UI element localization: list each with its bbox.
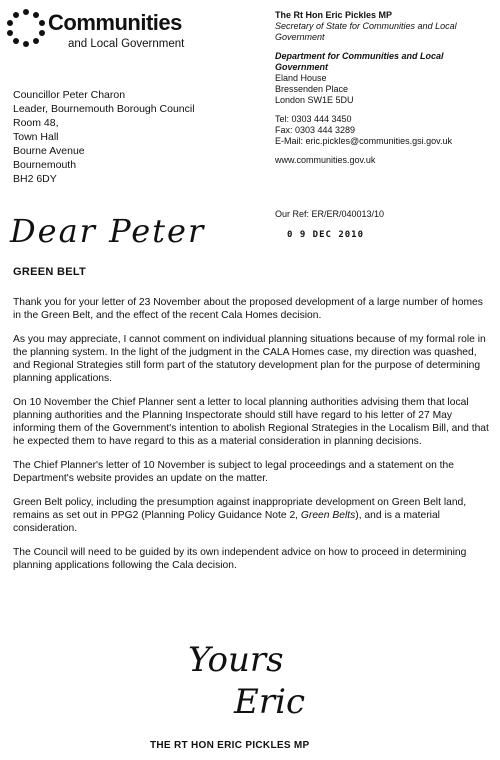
dept-website: www.communities.gov.uk	[275, 155, 376, 165]
dept-address-2: Bressenden Place	[275, 84, 349, 94]
date-stamp: 0 9 DEC 2010	[287, 230, 365, 240]
dept-address-1: Eland House	[275, 73, 327, 83]
dept-fax: Fax: 0303 444 3289	[275, 125, 356, 135]
sender-title-2: Government	[275, 32, 325, 42]
paragraph: The Council will need to be guided by its own independent advice on how to proceed in determining planning applications following the Cala decision.	[13, 547, 467, 571]
paragraph: On 10 November the Chief Planner sent a letter to local planning authorities advising them that local planning authorities and the Planning Inspectorate should still have regard to his letter of 27 May informing them of the Government's intention to abolish Regional Strategies in the Localism Bill, and that he expected them to have regard to this as a material consideration in planning decisions.	[13, 397, 489, 447]
department-logo	[6, 8, 196, 56]
recipient-line: Bournemouth	[13, 159, 77, 171]
letter-body	[13, 296, 491, 583]
paragraph: Thank you for your letter of 23 November about the proposed development of a large number of homes in the Green Belt, and the effect of the recent Cala Homes decision.	[13, 297, 483, 321]
dept-email: E-Mail: eric.pickles@communities.gsi.gov.uk	[275, 136, 453, 146]
signatory-name: THE RT HON ERIC PICKLES MP	[150, 740, 310, 751]
recipient-address	[13, 88, 195, 186]
recipient-line: Leader, Bournemouth Borough Council	[13, 103, 195, 115]
dept-tel: Tel: 0303 444 3450	[275, 114, 352, 124]
paragraph: The Chief Planner's letter of 10 November is subject to legal proceedings and a statement on the Department's website provides an update on the matter.	[13, 460, 454, 484]
recipient-line: Town Hall	[13, 131, 59, 143]
paragraph: Green Belt policy, including the presumption against inappropriate development on Green Belt land, remains as set out in PPG2 (Planning Policy Guidance Note 2, Green Belts), and is a material consideration.	[13, 497, 467, 534]
logo-dots-icon	[6, 8, 46, 48]
dept-name-2: Government	[275, 62, 329, 72]
recipient-line: BH2 6DY	[13, 173, 57, 185]
letter-subject: GREEN BELT	[13, 266, 87, 278]
recipient-line: Councillor Peter Charon	[13, 89, 126, 101]
handwritten-salutation: Dear Peter	[10, 212, 206, 250]
sender-name: The Rt Hon Eric Pickles MP	[275, 10, 393, 20]
logo-main-text: Communities	[48, 10, 182, 35]
logo-sub-text: and Local Government	[68, 38, 185, 50]
handwritten-signature: Eric	[234, 682, 305, 722]
dept-address-3: London SW1E 5DU	[275, 95, 354, 105]
sender-title-1: Secretary of State for Communities and Local	[275, 21, 457, 31]
handwritten-closing: Yours	[188, 640, 284, 680]
dept-name-1: Department for Communities and Local	[275, 51, 444, 61]
emphasis: Green Belts	[300, 510, 356, 521]
sender-block	[275, 10, 495, 166]
paragraph: As you may appreciate, I cannot comment on individual planning situations because of my formal role in the planning system. In the light of the judgment in the CALA Homes case, my direction was quashed, and Regional Strategies still form part of the statutory development plan for the purpose of determining planning applications.	[13, 334, 486, 384]
recipient-line: Bourne Avenue	[13, 145, 85, 157]
our-reference: Our Ref: ER/ER/040013/10	[275, 209, 385, 219]
recipient-line: Room 48,	[13, 117, 59, 129]
